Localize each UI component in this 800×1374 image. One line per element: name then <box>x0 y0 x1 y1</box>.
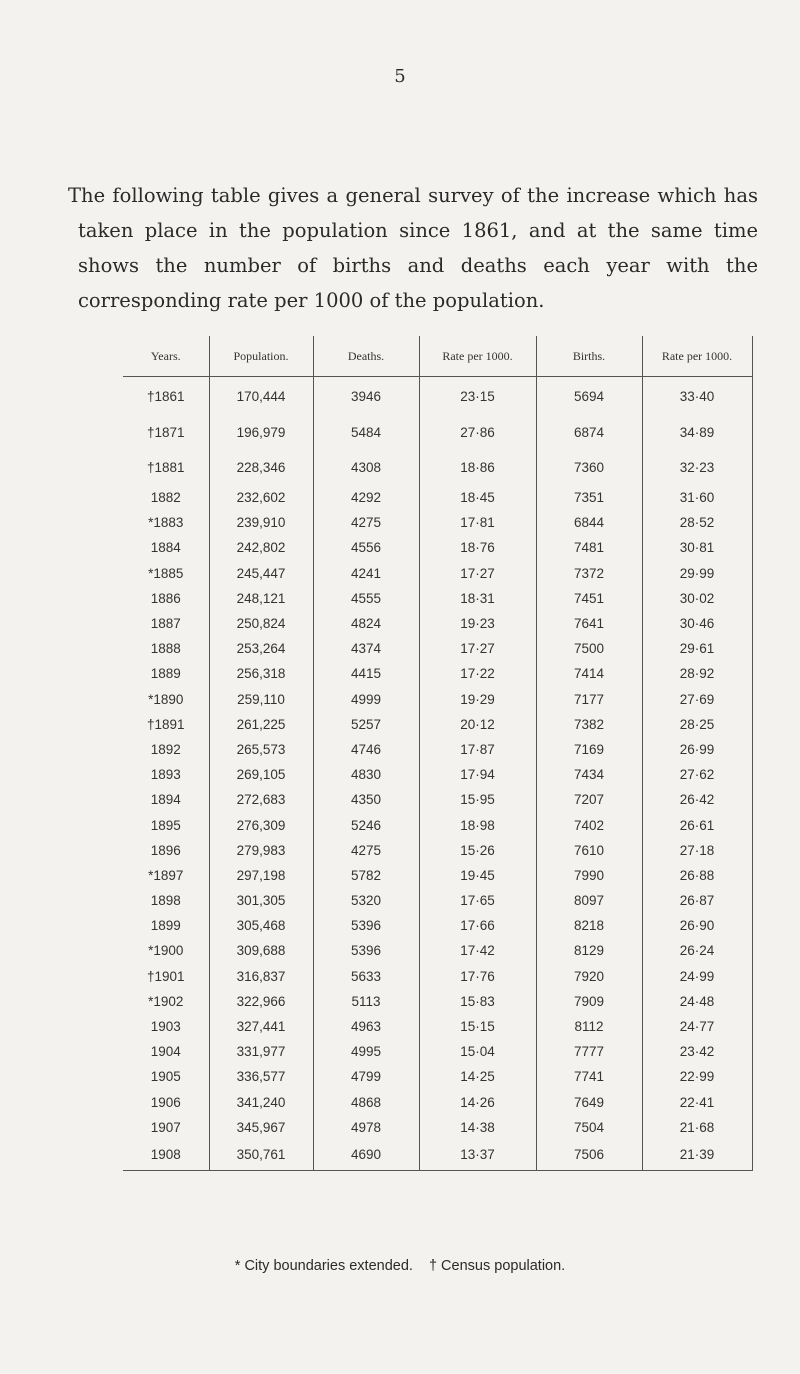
cell-birth-rate: 31·60 <box>642 485 752 510</box>
cell-year: 1903 <box>123 1014 209 1039</box>
cell-birth-rate: 27·69 <box>642 687 752 712</box>
cell-birth-rate: 33·40 <box>642 377 752 416</box>
table-row <box>123 737 752 762</box>
intro-paragraph <box>68 178 758 318</box>
cell-population: 245,447 <box>209 561 313 586</box>
cell-births: 7382 <box>536 712 642 737</box>
cell-death-rate: 18·45 <box>419 485 536 510</box>
table-row <box>123 377 752 416</box>
cell-year: †1871 <box>123 415 209 450</box>
table-row <box>123 1140 752 1171</box>
cell-population: 196,979 <box>209 415 313 450</box>
table-row <box>123 938 752 963</box>
cell-year: 1886 <box>123 586 209 611</box>
cell-deaths: 4868 <box>313 1090 419 1115</box>
cell-population: 279,983 <box>209 838 313 863</box>
cell-year: 1904 <box>123 1039 209 1064</box>
cell-year: 1893 <box>123 762 209 787</box>
cell-death-rate: 15·95 <box>419 787 536 812</box>
cell-deaths: 4999 <box>313 687 419 712</box>
cell-birth-rate: 30·02 <box>642 586 752 611</box>
cell-deaths: 5633 <box>313 964 419 989</box>
cell-birth-rate: 29·99 <box>642 561 752 586</box>
cell-population: 232,602 <box>209 485 313 510</box>
cell-year: 1907 <box>123 1115 209 1140</box>
cell-year: 1908 <box>123 1140 209 1171</box>
cell-birth-rate: 28·25 <box>642 712 752 737</box>
cell-births: 5694 <box>536 377 642 416</box>
cell-population: 261,225 <box>209 712 313 737</box>
cell-births: 7920 <box>536 964 642 989</box>
cell-population: 250,824 <box>209 611 313 636</box>
cell-year: †1861 <box>123 377 209 416</box>
cell-population: 345,967 <box>209 1115 313 1140</box>
cell-deaths: 4556 <box>313 535 419 560</box>
cell-births: 7169 <box>536 737 642 762</box>
cell-birth-rate: 26·87 <box>642 888 752 913</box>
cell-population: 259,110 <box>209 687 313 712</box>
cell-death-rate: 18·98 <box>419 812 536 837</box>
cell-population: 242,802 <box>209 535 313 560</box>
cell-death-rate: 27·86 <box>419 415 536 450</box>
cell-death-rate: 20·12 <box>419 712 536 737</box>
table-row <box>123 586 752 611</box>
cell-birth-rate: 22·41 <box>642 1090 752 1115</box>
cell-year: †1891 <box>123 712 209 737</box>
header-population: Population. <box>209 336 313 377</box>
cell-deaths: 5246 <box>313 812 419 837</box>
cell-population: 256,318 <box>209 661 313 686</box>
cell-year: †1881 <box>123 450 209 485</box>
cell-birth-rate: 21·68 <box>642 1115 752 1140</box>
cell-death-rate: 15·15 <box>419 1014 536 1039</box>
cell-population: 265,573 <box>209 737 313 762</box>
cell-population: 239,910 <box>209 510 313 535</box>
cell-births: 7741 <box>536 1064 642 1089</box>
cell-deaths: 4746 <box>313 737 419 762</box>
cell-population: 228,346 <box>209 450 313 485</box>
cell-births: 7434 <box>536 762 642 787</box>
cell-birth-rate: 26·90 <box>642 913 752 938</box>
table-row <box>123 510 752 535</box>
cell-year: 1895 <box>123 812 209 837</box>
cell-birth-rate: 29·61 <box>642 636 752 661</box>
cell-births: 6844 <box>536 510 642 535</box>
table-row <box>123 1115 752 1140</box>
cell-population: 341,240 <box>209 1090 313 1115</box>
cell-births: 7506 <box>536 1140 642 1171</box>
table-row <box>123 611 752 636</box>
table-row <box>123 1039 752 1064</box>
cell-death-rate: 17·94 <box>419 762 536 787</box>
cell-death-rate: 15·83 <box>419 989 536 1014</box>
cell-births: 7207 <box>536 787 642 812</box>
cell-population: 327,441 <box>209 1014 313 1039</box>
cell-births: 7402 <box>536 812 642 837</box>
cell-population: 297,198 <box>209 863 313 888</box>
cell-year: 1896 <box>123 838 209 863</box>
table-row <box>123 450 752 485</box>
cell-births: 7649 <box>536 1090 642 1115</box>
table-row <box>123 687 752 712</box>
cell-year: 1898 <box>123 888 209 913</box>
table-row <box>123 1014 752 1039</box>
table-body <box>123 377 752 1171</box>
cell-deaths: 5484 <box>313 415 419 450</box>
cell-deaths: 5396 <box>313 938 419 963</box>
cell-births: 8218 <box>536 913 642 938</box>
cell-births: 7504 <box>536 1115 642 1140</box>
cell-deaths: 4824 <box>313 611 419 636</box>
cell-deaths: 5320 <box>313 888 419 913</box>
cell-year: 1882 <box>123 485 209 510</box>
cell-deaths: 5396 <box>313 913 419 938</box>
cell-population: 305,468 <box>209 913 313 938</box>
cell-death-rate: 15·26 <box>419 838 536 863</box>
cell-birth-rate: 23·42 <box>642 1039 752 1064</box>
cell-population: 170,444 <box>209 377 313 416</box>
table-row <box>123 636 752 661</box>
header-birth-rate: Rate per 1000. <box>642 336 752 377</box>
cell-death-rate: 18·76 <box>419 535 536 560</box>
cell-births: 8129 <box>536 938 642 963</box>
cell-birth-rate: 34·89 <box>642 415 752 450</box>
footnotes <box>0 1258 800 1274</box>
cell-birth-rate: 27·62 <box>642 762 752 787</box>
table-header-row <box>123 336 752 377</box>
header-births: Births. <box>536 336 642 377</box>
cell-deaths: 5257 <box>313 712 419 737</box>
table-row <box>123 964 752 989</box>
cell-births: 7414 <box>536 661 642 686</box>
footnote-census: † Census population. <box>428 1258 566 1274</box>
cell-deaths: 4275 <box>313 838 419 863</box>
cell-year: 1884 <box>123 535 209 560</box>
header-deaths: Deaths. <box>313 336 419 377</box>
cell-deaths: 4415 <box>313 661 419 686</box>
cell-death-rate: 17·42 <box>419 938 536 963</box>
cell-year: 1905 <box>123 1064 209 1089</box>
cell-year: 1892 <box>123 737 209 762</box>
cell-death-rate: 17·66 <box>419 913 536 938</box>
cell-death-rate: 23·15 <box>419 377 536 416</box>
cell-births: 7451 <box>536 586 642 611</box>
cell-birth-rate: 21·39 <box>642 1140 752 1171</box>
cell-births: 7990 <box>536 863 642 888</box>
cell-birth-rate: 26·24 <box>642 938 752 963</box>
table-row <box>123 661 752 686</box>
cell-death-rate: 17·65 <box>419 888 536 913</box>
cell-death-rate: 14·25 <box>419 1064 536 1089</box>
table-row <box>123 712 752 737</box>
cell-population: 322,966 <box>209 989 313 1014</box>
cell-year: †1901 <box>123 964 209 989</box>
cell-year: 1888 <box>123 636 209 661</box>
cell-deaths: 4292 <box>313 485 419 510</box>
cell-year: *1902 <box>123 989 209 1014</box>
cell-death-rate: 19·45 <box>419 863 536 888</box>
cell-death-rate: 19·29 <box>419 687 536 712</box>
cell-population: 248,121 <box>209 586 313 611</box>
cell-birth-rate: 24·48 <box>642 989 752 1014</box>
cell-deaths: 4690 <box>313 1140 419 1171</box>
cell-deaths: 4350 <box>313 787 419 812</box>
cell-year: 1889 <box>123 661 209 686</box>
cell-deaths: 5782 <box>313 863 419 888</box>
cell-birth-rate: 26·61 <box>642 812 752 837</box>
cell-population: 316,837 <box>209 964 313 989</box>
cell-births: 7777 <box>536 1039 642 1064</box>
cell-death-rate: 14·26 <box>419 1090 536 1115</box>
cell-death-rate: 17·76 <box>419 964 536 989</box>
cell-population: 350,761 <box>209 1140 313 1171</box>
cell-birth-rate: 26·99 <box>642 737 752 762</box>
cell-year: *1890 <box>123 687 209 712</box>
page-number: 5 <box>394 66 406 87</box>
table-row <box>123 561 752 586</box>
cell-births: 6874 <box>536 415 642 450</box>
cell-year: *1897 <box>123 863 209 888</box>
cell-birth-rate: 24·99 <box>642 964 752 989</box>
cell-deaths: 3946 <box>313 377 419 416</box>
cell-births: 7372 <box>536 561 642 586</box>
cell-death-rate: 17·87 <box>419 737 536 762</box>
cell-population: 276,309 <box>209 812 313 837</box>
cell-birth-rate: 30·46 <box>642 611 752 636</box>
table-row <box>123 787 752 812</box>
footnote-city-boundaries: * City boundaries extended. <box>234 1258 413 1274</box>
cell-population: 272,683 <box>209 787 313 812</box>
cell-death-rate: 14·38 <box>419 1115 536 1140</box>
cell-population: 269,105 <box>209 762 313 787</box>
table-row <box>123 888 752 913</box>
cell-birth-rate: 26·42 <box>642 787 752 812</box>
cell-population: 336,577 <box>209 1064 313 1089</box>
table-row <box>123 1090 752 1115</box>
cell-population: 253,264 <box>209 636 313 661</box>
intro-text: The following table gives a general survey of the increase which has taken place in the population since 1861, and at the same time shows the number of births and deaths each year with the corresponding rate per 1000 of the population. <box>68 184 758 312</box>
cell-year: *1885 <box>123 561 209 586</box>
population-table <box>123 336 753 1171</box>
cell-deaths: 5113 <box>313 989 419 1014</box>
cell-birth-rate: 26·88 <box>642 863 752 888</box>
cell-deaths: 4799 <box>313 1064 419 1089</box>
cell-birth-rate: 28·92 <box>642 661 752 686</box>
cell-births: 7610 <box>536 838 642 863</box>
cell-year: 1906 <box>123 1090 209 1115</box>
cell-births: 7641 <box>536 611 642 636</box>
table-row <box>123 838 752 863</box>
cell-population: 301,305 <box>209 888 313 913</box>
cell-deaths: 4555 <box>313 586 419 611</box>
cell-deaths: 4995 <box>313 1039 419 1064</box>
cell-death-rate: 18·31 <box>419 586 536 611</box>
table-row <box>123 535 752 560</box>
table-row <box>123 913 752 938</box>
cell-births: 8097 <box>536 888 642 913</box>
table-row <box>123 1064 752 1089</box>
cell-death-rate: 18·86 <box>419 450 536 485</box>
cell-deaths: 4275 <box>313 510 419 535</box>
cell-year: *1883 <box>123 510 209 535</box>
cell-birth-rate: 27·18 <box>642 838 752 863</box>
cell-death-rate: 19·23 <box>419 611 536 636</box>
cell-population: 331,977 <box>209 1039 313 1064</box>
cell-births: 7909 <box>536 989 642 1014</box>
cell-year: 1899 <box>123 913 209 938</box>
cell-death-rate: 17·22 <box>419 661 536 686</box>
cell-year: *1900 <box>123 938 209 963</box>
cell-birth-rate: 24·77 <box>642 1014 752 1039</box>
cell-deaths: 4978 <box>313 1115 419 1140</box>
cell-deaths: 4308 <box>313 450 419 485</box>
cell-births: 7177 <box>536 687 642 712</box>
cell-death-rate: 13·37 <box>419 1140 536 1171</box>
table-row <box>123 989 752 1014</box>
cell-birth-rate: 32·23 <box>642 450 752 485</box>
cell-year: 1887 <box>123 611 209 636</box>
cell-death-rate: 15·04 <box>419 1039 536 1064</box>
table-row <box>123 812 752 837</box>
cell-death-rate: 17·81 <box>419 510 536 535</box>
table-row <box>123 762 752 787</box>
header-death-rate: Rate per 1000. <box>419 336 536 377</box>
cell-deaths: 4241 <box>313 561 419 586</box>
cell-year: 1894 <box>123 787 209 812</box>
cell-births: 8112 <box>536 1014 642 1039</box>
cell-births: 7500 <box>536 636 642 661</box>
cell-population: 309,688 <box>209 938 313 963</box>
table-row <box>123 863 752 888</box>
cell-death-rate: 17·27 <box>419 636 536 661</box>
cell-deaths: 4374 <box>313 636 419 661</box>
table-row <box>123 415 752 450</box>
header-years: Years. <box>123 336 209 377</box>
cell-birth-rate: 28·52 <box>642 510 752 535</box>
cell-deaths: 4830 <box>313 762 419 787</box>
cell-births: 7360 <box>536 450 642 485</box>
cell-births: 7351 <box>536 485 642 510</box>
cell-death-rate: 17·27 <box>419 561 536 586</box>
cell-deaths: 4963 <box>313 1014 419 1039</box>
cell-birth-rate: 30·81 <box>642 535 752 560</box>
cell-births: 7481 <box>536 535 642 560</box>
table-row <box>123 485 752 510</box>
cell-birth-rate: 22·99 <box>642 1064 752 1089</box>
